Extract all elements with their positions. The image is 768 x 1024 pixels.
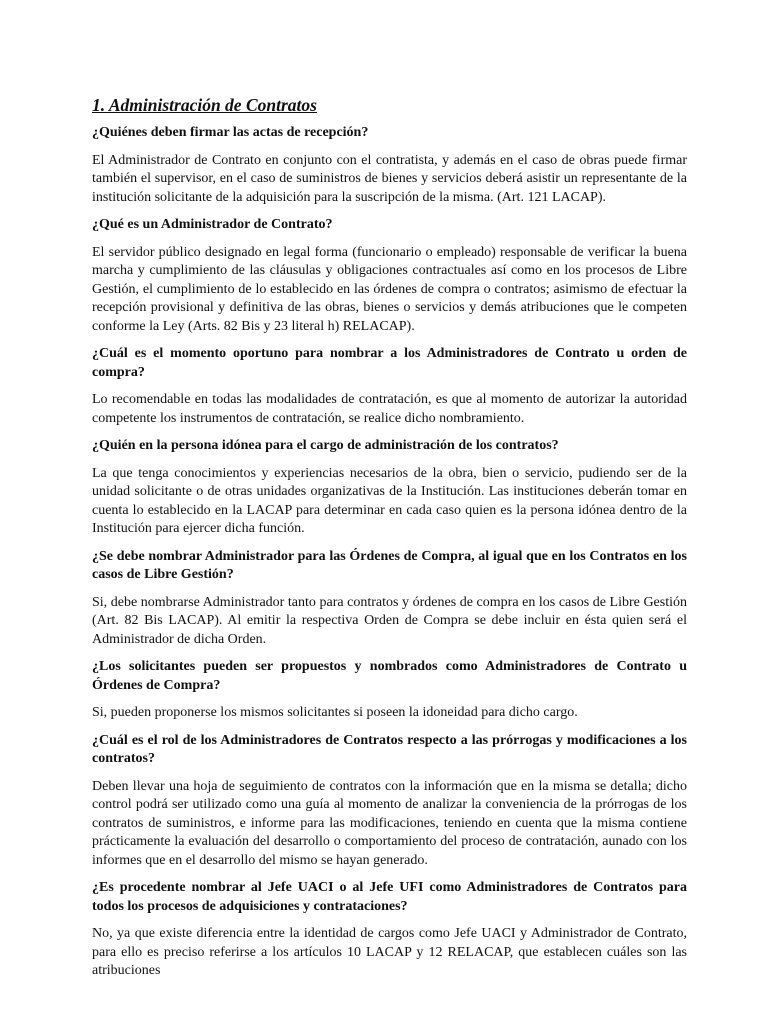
- answer-6: Si, pueden proponerse los mismos solicitantes si poseen la idoneidad para dicho cargo.: [92, 705, 578, 720]
- question-4: ¿Quién en la persona idónea para el cargo de administración de los contratos?: [92, 438, 559, 453]
- section-title: 1. Administración de Contratos: [92, 95, 317, 115]
- answer-5: Si, debe nombrarse Administrador tanto para contratos y órdenes de compra en los casos de Libre Gestión (Art. 82 Bis LACAP). Al emitir la respectiva Orden de Compra se debe incluir en ésta quien será el Administrador de dicha Orden.: [92, 594, 687, 647]
- question-3: ¿Cuál es el momento oportuno para nombrar a los Administradores de Contrato u orden de compra?: [92, 346, 687, 380]
- question-8: ¿Es procedente nombrar al Jefe UACI o al Jefe UFI como Administradores de Contratos para todos los procesos de adquisiciones y contrataciones?: [92, 880, 687, 914]
- question-7: ¿Cuál es el rol de los Administradores de Contratos respecto a las prórrogas y modificaciones a los contratos?: [92, 732, 687, 766]
- question-6: ¿Los solicitantes pueden ser propuestos y nombrados como Administradores de Contrato u Órdenes de Compra?: [92, 659, 687, 693]
- document-page: [92, 94, 687, 990]
- answer-1: El Administrador de Contrato en conjunto con el contratista, y además en el caso de obras puede firmar también el supervisor, en el caso de suministros de bienes y servicios deberá asistir un representante de la institución solicitante de la adquisición para la suscripción de la misma. (Art. 121 LACAP).: [92, 152, 687, 205]
- answer-7: Deben llevar una hoja de seguimiento de contratos con la información que en la misma se detalla; dicho control podrá ser utilizado como una guía al momento de analizar la conveniencia de la prórrogas de los contratos de suministros, e informe para las modificaciones, teniendo en cuenta que la misma contiene prácticamente la evaluación del desarrollo o comportamiento del proceso de contratación, aunado con los informes que en el desarrollo del mismo se hayan generado.: [92, 778, 687, 868]
- question-5: ¿Se debe nombrar Administrador para las Órdenes de Compra, al igual que en los Contratos en los casos de Libre Gestión?: [92, 548, 687, 582]
- answer-8: No, ya que existe diferencia entre la identidad de cargos como Jefe UACI y Administrador de Contrato, para ello es preciso referirse a los artículos 10 LACAP y 12 RELACAP, que establecen cuáles son las atribuciones: [92, 926, 687, 978]
- answer-4: La que tenga conocimientos y experiencias necesarios de la obra, bien o servicio, pudiendo ser de la unidad solicitante o de otras unidades organizativas de la Institución. Las instituciones deberán tomar en cuenta lo establecido en la LACAP para determinar en cada caso quien es la persona idónea dentro de la Institución para ejercer dicha función.: [92, 465, 687, 536]
- answer-3: Lo recomendable en todas las modalidades de contratación, es que al momento de autorizar la autoridad competente los instrumentos de contratación, se realice dicho nombramiento.: [92, 392, 687, 426]
- answer-2: El servidor público designado en legal forma (funcionario o empleado) responsable de verificar la buena marcha y cumplimiento de las cláusulas y obligaciones contractuales así como en los procesos de Libre Gestión, el cumplimiento de lo establecido en las órdenes de compra o contratos; asimismo de efectuar la recepción provisional y definitiva de las obras, bienes o servicios y demás atribuciones que le competen conforme la Ley (Arts. 82 Bis y 23 literal h) RELACAP).: [92, 244, 687, 334]
- question-1: ¿Quiénes deben firmar las actas de recepción?: [92, 125, 369, 140]
- question-2: ¿Qué es un Administrador de Contrato?: [92, 217, 333, 232]
